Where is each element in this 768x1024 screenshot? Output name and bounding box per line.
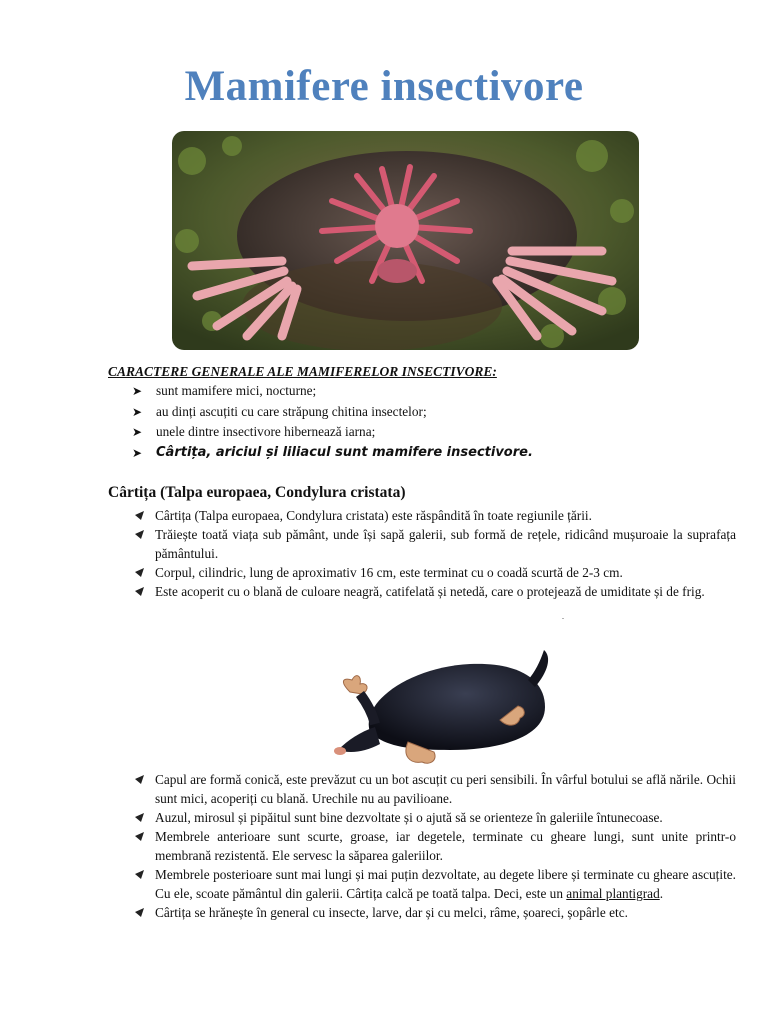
arrow-bullet-icon: ➤: [132, 425, 143, 439]
general-characteristics-list: [132, 381, 533, 463]
list-item: ➤ Cârtița, ariciul și liliacul sunt mamifere insectivore.: [132, 443, 533, 464]
list-item: Auzul, mirosul și pipăitul sunt bine dezvoltate și o ajută să se orienteze în galeriile întunecoase.: [132, 808, 736, 827]
bullet-icon: [134, 586, 145, 597]
mole-facts-list-bottom: [132, 770, 736, 922]
bullet-icon: [134, 510, 145, 521]
list-item: Cârtița se hrănește în general cu insecte, larve, dar și cu melci, râme, șoareci, șopârle etc.: [132, 903, 736, 922]
page-title: Mamifere insectivore: [184, 63, 584, 110]
list-item: Membrele anterioare sunt scurte, groase, iar degetele, terminate cu gheare lungi, sunt unite printr-o membrană rezistentă. Ele servesc la săparea galeriilor.: [132, 827, 736, 865]
list-item: Trăiește toată viața sub pământ, unde își sapă galerii, sub formă de rețele, ridicând mușuroaie la suprafața pământului.: [132, 525, 736, 563]
mole-facts-list-top: [132, 506, 736, 601]
bullet-icon: [134, 831, 145, 842]
list-item: Membrele posterioare sunt mai lungi și mai puțin dezvoltate, au degete libere și terminate cu gheare ascuțite. Cu ele, scoate pământul din galerii. Cârtița calcă pe toată talpa. Deci, este un animal plantigrad.: [132, 865, 736, 903]
arrow-bullet-icon: ➤: [132, 445, 143, 460]
list-item: Corpul, cilindric, lung de aproximativ 16 cm, este terminat cu o coadă scurtă de 2-3 cm.: [132, 563, 736, 582]
mole-illustration: [330, 632, 560, 770]
arrow-bullet-icon: ➤: [132, 384, 143, 398]
bullet-icon: [134, 812, 145, 823]
bullet-icon: [134, 907, 145, 918]
bullet-icon: [134, 567, 145, 578]
stray-mark: .: [562, 612, 564, 621]
list-item: Este acoperit cu o blană de culoare neagră, catifelată și netedă, care o protejează de umiditate și de frig.: [132, 582, 736, 601]
star-nosed-mole-photo: [172, 131, 639, 350]
list-item: ➤ sunt mamifere mici, nocturne;: [132, 381, 533, 402]
mole-heading: Cârtița (Talpa europaea, Condylura cristata): [108, 484, 406, 501]
bullet-icon: [134, 869, 145, 880]
list-item: ➤ au dinți ascuțiti cu care străpung chitina insectelor;: [132, 402, 533, 423]
list-item: Capul are formă conică, este prevăzut cu un bot ascuțit cu peri sensibili. În vârful botului se află nările. Ochii sunt mici, acoperiți cu blană. Urechile nu au pavilioane.: [132, 770, 736, 808]
arrow-bullet-icon: ➤: [132, 404, 143, 419]
bullet-icon: [134, 774, 145, 785]
section-heading-general: CARACTERE GENERALE ALE MAMIFERELOR INSECTIVORE:: [108, 364, 497, 379]
list-item: ➤ unele dintre insectivore hibernează iarna;: [132, 422, 533, 443]
plantigrad-term: animal plantigrad: [566, 886, 660, 901]
list-item: Cârtița (Talpa europaea, Condylura cristata) este răspândită în toate regiunile țării.: [132, 506, 736, 525]
bullet-icon: [134, 529, 145, 540]
